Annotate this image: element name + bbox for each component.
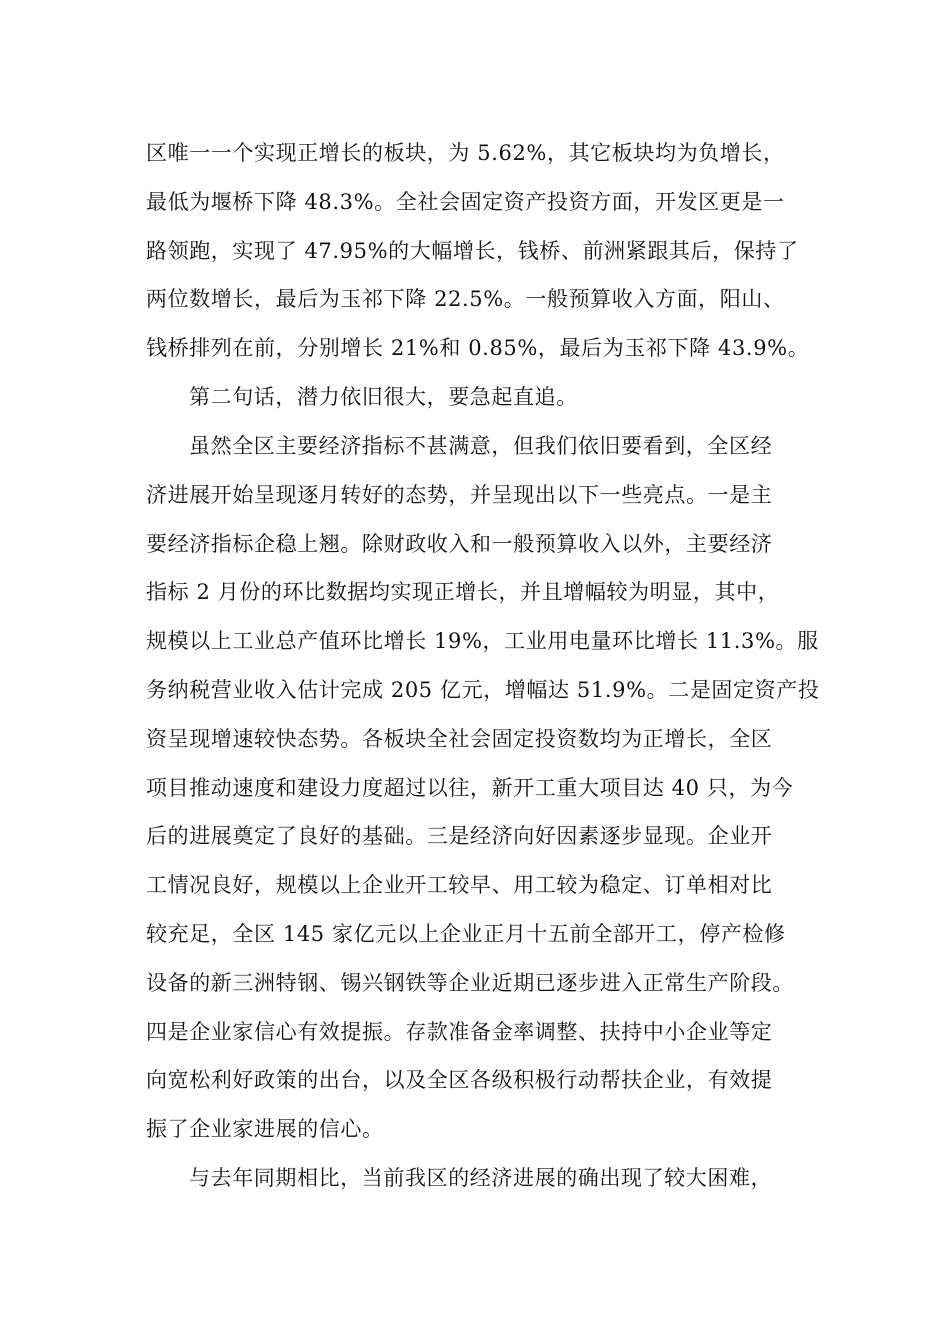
text-line: 要经济指标企稳上翘。除财政收入和一般预算收入以外，主要经济: [146, 532, 773, 556]
text-line: 后的进展奠定了良好的基础。三是经济向好因素逐步显现。企业开: [146, 824, 773, 848]
text-line: 项目推动速度和建设力度超过以往，新开工重大项目达 40 只，为今: [146, 776, 794, 800]
text-line: 较充足，全区 145 家亿元以上企业正月十五前全部开工，停产检修: [146, 922, 786, 946]
text-line: 两位数增长，最后为玉祁下降 22.5%。一般预算收入方面，阳山、: [146, 287, 785, 311]
text-line: 区唯一一个实现正增长的板块，为 5.62%，其它板块均为负增长，: [146, 141, 785, 165]
text-line: 规模以上工业总产值环比增长 19%，工业用电量环比增长 11.3%。服: [146, 629, 819, 653]
section-heading: 第二句话，潜力依旧很大，要急起直追。: [189, 385, 578, 409]
text-line: 工情况良好，规模以上企业开工较早、用工较为稳定、订单相对比: [146, 873, 773, 897]
text-line: 与去年同期相比，当前我区的经济进展的确出现了较大困难，: [189, 1166, 773, 1190]
text-line: 最低为堰桥下降 48.3%。全社会固定资产投资方面，开发区更是一: [146, 190, 785, 214]
text-line: 指标 2 月份的环比数据均实现正增长，并且增幅较为明显，其中，: [146, 580, 780, 604]
text-line: 四是企业家信心有效提振。存款准备金率调整、扶持中小企业等定: [146, 1020, 773, 1044]
text-line: 路领跑，实现了 47.95%的大幅增长，钱桥、前洲紧跟其后，保持了: [146, 239, 799, 263]
text-line: 设备的新三洲特钢、锡兴钢铁等企业近期已逐步进入正常生产阶段。: [146, 971, 794, 995]
text-line: 济进展开始呈现逐月转好的态势，并呈现出以下一些亮点。一是主: [146, 483, 773, 507]
text-line: 钱桥排列在前，分别增长 21%和 0.85%，最后为玉祁下降 43.9%。: [146, 336, 810, 360]
text-line: 虽然全区主要经济指标不甚满意，但我们依旧要看到，全区经: [189, 434, 773, 458]
text-line: 振了企业家进展的信心。: [146, 1117, 384, 1141]
text-line: 务纳税营业收入估计完成 205 亿元，增幅达 51.9%。二是固定资产投: [146, 678, 820, 702]
text-line: 向宽松利好政策的出台，以及全区各级积极行动帮扶企业，有效提: [146, 1068, 773, 1092]
text-line: 资呈现增速较快态势。各板块全社会固定投资数均为正增长，全区: [146, 727, 773, 751]
